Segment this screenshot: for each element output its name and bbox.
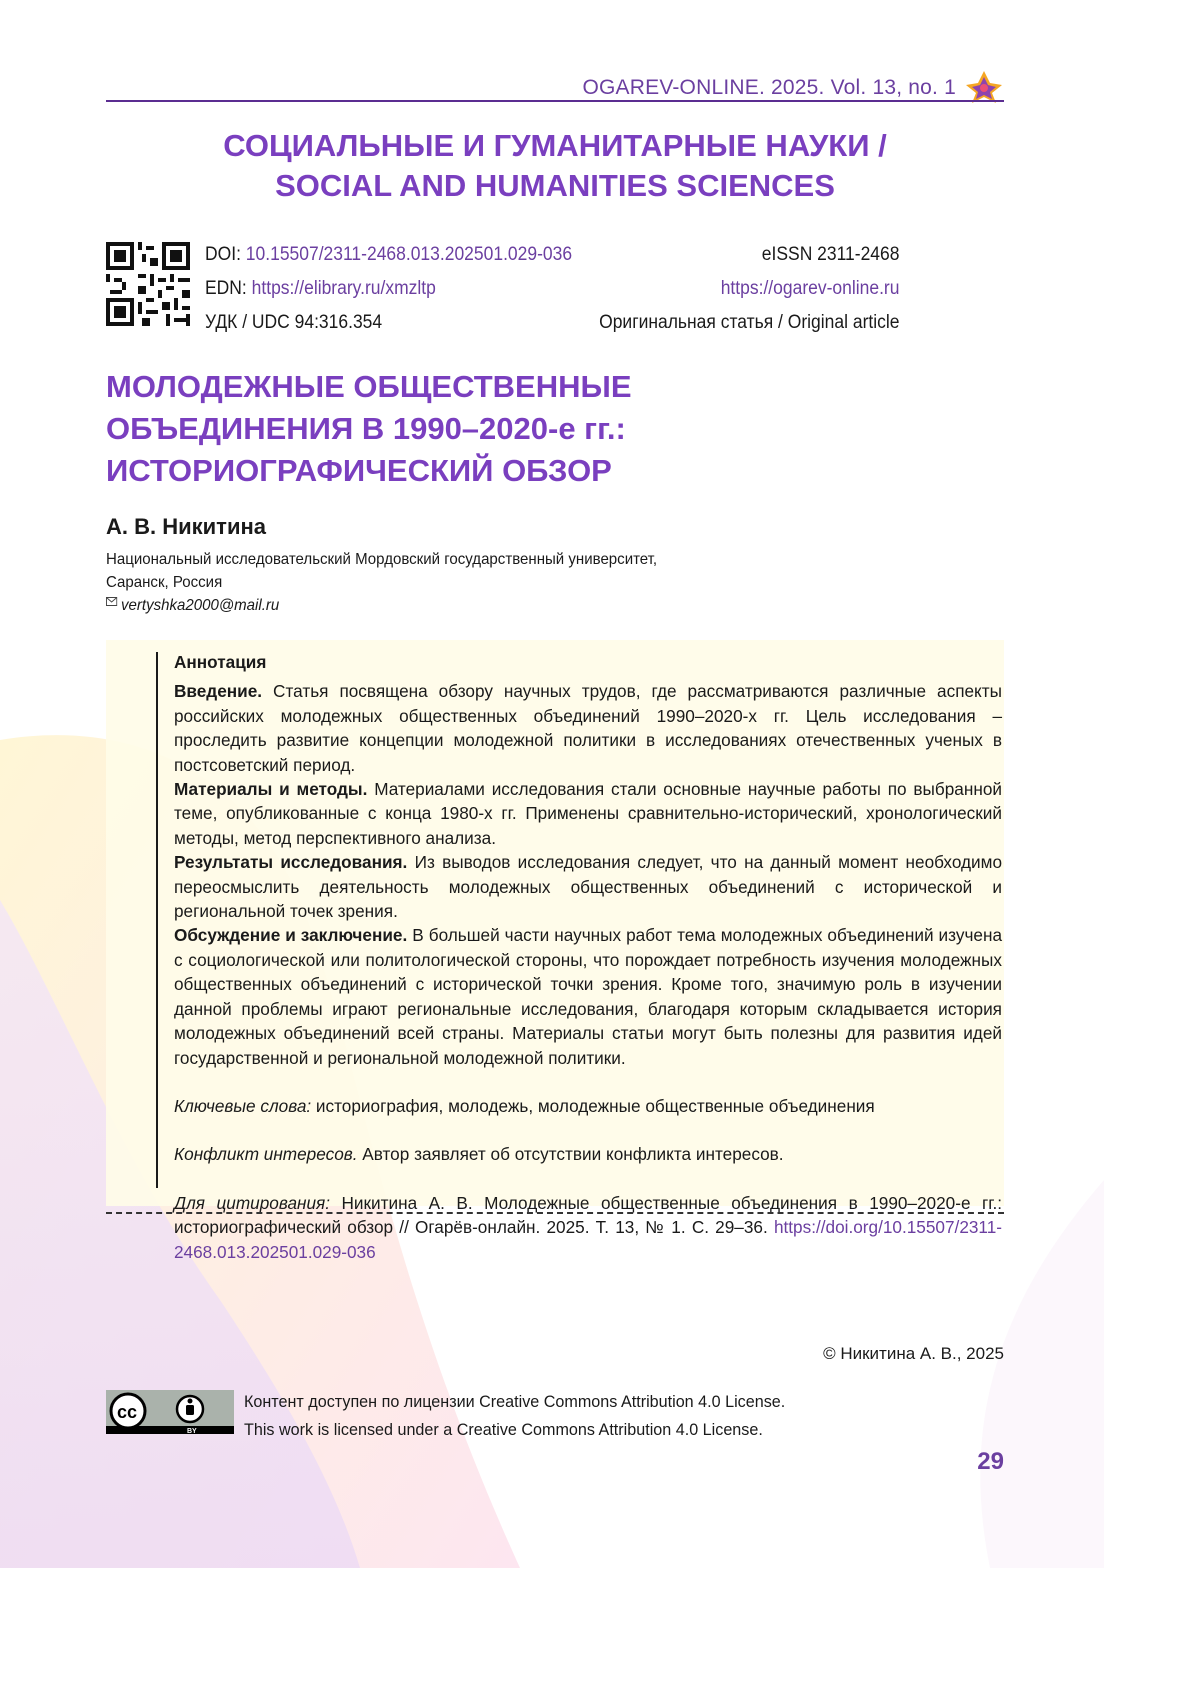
conflict-text: Автор заявляет об отсутствии конфликта интересов. bbox=[358, 1144, 784, 1164]
results-label: Результаты исследования. bbox=[174, 852, 407, 872]
udc-code: УДК / UDC 94:316.354 bbox=[205, 306, 572, 340]
qr-code[interactable] bbox=[106, 242, 190, 326]
copyright: © Никитина А. В., 2025 bbox=[823, 1344, 1004, 1364]
meta-right bbox=[599, 238, 899, 340]
citation-label: Для цитирования: bbox=[174, 1193, 330, 1213]
article-title bbox=[106, 366, 806, 492]
conflict-label: Конфликт интересов. bbox=[174, 1144, 358, 1164]
edn-row bbox=[205, 272, 572, 306]
abstract-heading: Аннотация bbox=[174, 650, 1002, 674]
keywords-text: историография, молодежь, молодежные общественные объединения bbox=[311, 1096, 875, 1116]
conflict-of-interest bbox=[174, 1142, 1002, 1166]
intro-text: Статья посвящена обзору научных трудов, где рассматриваются различные аспекты российских молодежных общественных объединений 1990–2020-х гг. Цель исследования – проследить развитие концепции молодежной политики в исследованиях отечественных ученых в постсоветский период. bbox=[174, 681, 1002, 774]
page-number: 29 bbox=[977, 1448, 1004, 1476]
email-row bbox=[106, 594, 689, 617]
header-rule bbox=[106, 100, 1004, 102]
edn-label: EDN: bbox=[205, 278, 252, 299]
journal-header: OGAREV-ONLINE. 2025. Vol. 13, no. 1 bbox=[582, 76, 956, 100]
citation bbox=[174, 1191, 1002, 1264]
edn-link[interactable]: https://elibrary.ru/xmzltp bbox=[252, 278, 436, 299]
abstract bbox=[174, 650, 1002, 1264]
doi-label: DOI: bbox=[205, 244, 246, 265]
results-text: Из выводов исследования следует, что на данный момент необходимо переосмыслить деятельность молодежных общественных объединений с исторической и региональной точек зрения. bbox=[174, 852, 1002, 921]
abstract-methods bbox=[174, 777, 1002, 850]
author-name: А. В. Никитина bbox=[106, 514, 266, 540]
section-title-en: SOCIAL AND HUMANITIES SCIENCES bbox=[106, 166, 1004, 206]
discussion-label: Обсуждение и заключение. bbox=[174, 925, 407, 945]
article-title-line: МОЛОДЕЖНЫЕ ОБЩЕСТВЕННЫЕ bbox=[106, 366, 806, 408]
keywords bbox=[174, 1094, 1002, 1118]
abstract-intro bbox=[174, 679, 1002, 777]
svg-text:cc: cc bbox=[117, 1402, 137, 1422]
section-title-ru: СОЦИАЛЬНЫЕ И ГУМАНИТАРНЫЕ НАУКИ / bbox=[106, 126, 1004, 166]
journal-site-link[interactable]: https://ogarev-online.ru bbox=[599, 272, 899, 306]
article-title-line: ОБЪЕДИНЕНИЯ В 1990–2020-е гг.: bbox=[106, 408, 806, 450]
doi-row bbox=[205, 238, 572, 272]
license-text bbox=[244, 1388, 785, 1444]
envelope-icon bbox=[106, 597, 117, 606]
intro-label: Введение. bbox=[174, 681, 262, 701]
article-type: Оригинальная статья / Original article bbox=[599, 306, 899, 340]
citation-text: Никитина А. В. Молодежные общественные объединения в 1990–2020-е гг.: историографический обзор // Огарёв-онлайн. 2025. Т. 13, № 1. С. 29–36. bbox=[174, 1193, 1002, 1237]
abstract-results bbox=[174, 850, 1002, 923]
meta-left bbox=[205, 238, 572, 340]
author-affiliation-block bbox=[106, 548, 689, 617]
abstract-left-bar bbox=[156, 652, 158, 1188]
cc-by-license-badge[interactable] bbox=[106, 1390, 234, 1434]
methods-label: Материалы и методы. bbox=[174, 779, 367, 799]
eissn: eISSN 2311-2468 bbox=[599, 238, 899, 272]
citation-doi-link[interactable]: https://doi.org/10.15507/2311-2468.013.202501.029-036 bbox=[174, 1217, 1002, 1261]
dashed-divider bbox=[106, 1212, 1004, 1214]
keywords-label: Ключевые слова: bbox=[174, 1096, 311, 1116]
affiliation: Национальный исследовательский Мордовский государственный университет, bbox=[106, 548, 689, 571]
abstract-discussion bbox=[174, 923, 1002, 1069]
article-title-line: ИСТОРИОГРАФИЧЕСКИЙ ОБЗОР bbox=[106, 450, 806, 492]
license-en: This work is licensed under a Creative Commons Attribution 4.0 License. bbox=[244, 1416, 785, 1444]
methods-text: Материалами исследования стали основные научные работы по выбранной теме, опубликованные с конца 1980-х гг. Применены сравнительно-исторический, хронологический методы, метод перспективного анализа. bbox=[174, 779, 1002, 848]
city: Саранск, Россия bbox=[106, 571, 689, 594]
doi-link[interactable]: 10.15507/2311-2468.013.202501.029-036 bbox=[246, 244, 572, 265]
author-email[interactable]: vertyshka2000@mail.ru bbox=[121, 594, 279, 617]
discussion-text: В большей части научных работ тема молодежных объединений изучена с социологической или политологической стороны, что порождает потребность изучения молодежных общественных объединений с исторической точки зрения. Кроме того, значимую роль в изучении данной проблемы играют региональные исследования, благодаря которым складывается история молодежных объединений всей страны. Материалы статьи могут быть полезны для развития идей государственной и региональной молодежной политики. bbox=[174, 925, 1002, 1067]
section-title bbox=[106, 126, 1004, 206]
cc-by-label: BY bbox=[187, 1428, 197, 1434]
license-ru: Контент доступен по лицензии Creative Commons Attribution 4.0 License. bbox=[244, 1388, 785, 1416]
